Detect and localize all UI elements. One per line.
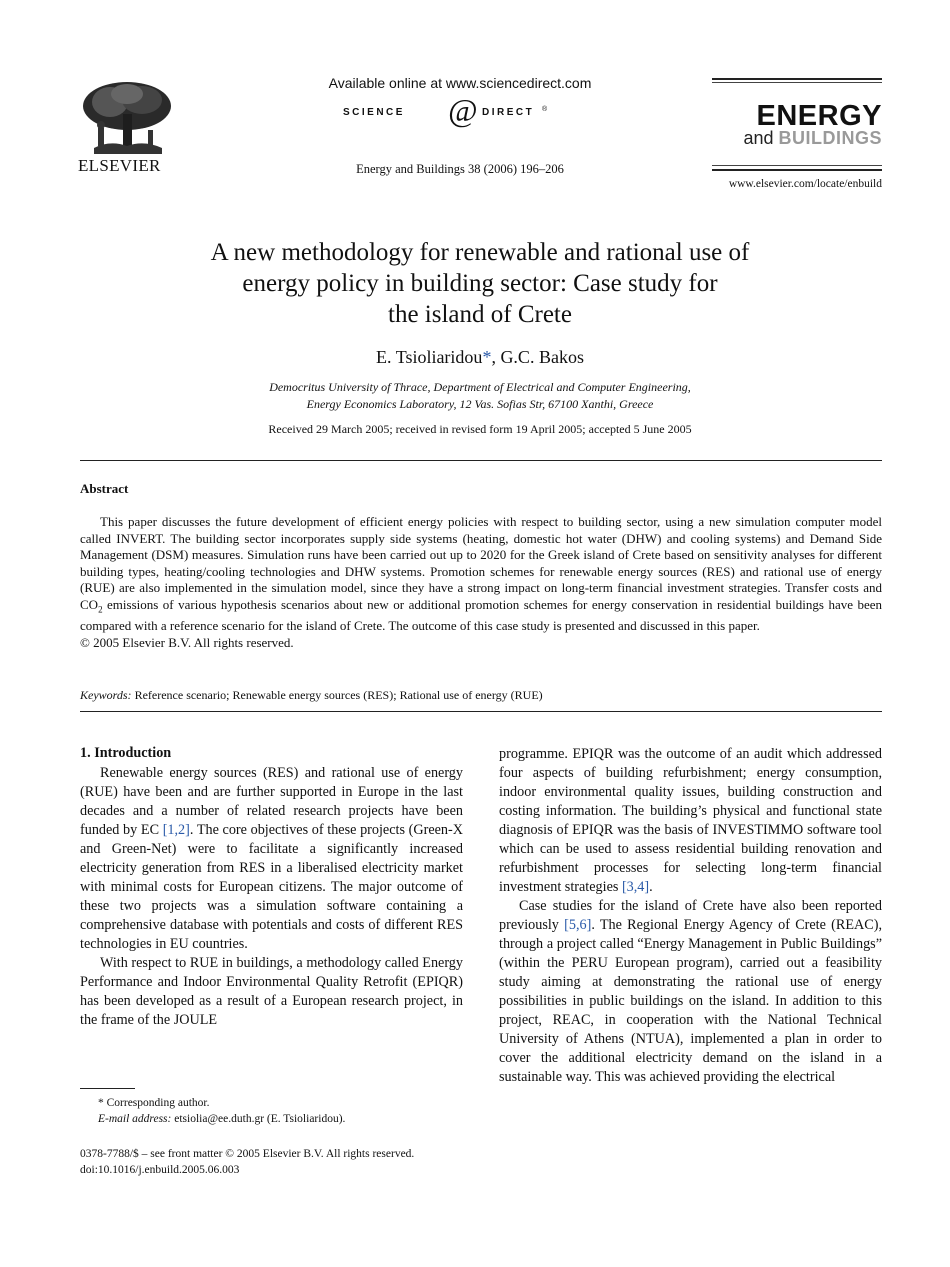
sd-registered-icon: ® xyxy=(542,106,548,113)
abstract-heading: Abstract xyxy=(80,481,129,496)
journal-title-buildings xyxy=(712,129,882,147)
paragraph-text: . The core objectives of these projects (Green-X and Green-Net) were to facilitate a significantly increased electricity generation from RES in a liberalised electricity market with minimal costs for European citizens. The major outcome of these two projects was a simulation software containing a comprehensive database with potentials and costs of different RES technologies in EU countries. xyxy=(80,822,463,952)
abstract-subscript: 2 xyxy=(98,604,103,615)
email-label: E-mail address: xyxy=(98,1113,172,1125)
title-line: energy policy in building sector: Case study for xyxy=(242,270,718,297)
issn-line: 0378-7788/$ – see front matter © 2005 Elsevier B.V. All rights reserved. xyxy=(80,1148,415,1160)
author-name: , G.C. Bakos xyxy=(491,347,584,367)
copyright-line: © 2005 Elsevier B.V. All rights reserved. xyxy=(80,634,294,650)
abstract-paragraph xyxy=(80,514,882,635)
received-dates: Received 29 March 2005; received in revised form 19 April 2005; accepted 5 June 2005 xyxy=(268,422,692,436)
sciencedirect-logo xyxy=(330,92,580,130)
article-title xyxy=(100,237,860,330)
journal-url[interactable]: www.elsevier.com/locate/enbuild xyxy=(728,178,882,190)
paragraph xyxy=(499,897,882,1087)
title-line: A new methodology for renewable and rational use of xyxy=(210,239,750,266)
paragraph-text: programme. EPIQR was the outcome of an audit which addressed four aspects of building refurbishment; energy consumption, indoor environmental quality issues, building construction and costing information. The building’s physical and functional state diagnosis of EPIQR was the basis of INVESTIMMO software tool which can be used to assess residential building renovation and refurbishment processes for selecting long-term financial investment strategies xyxy=(499,746,882,895)
paragraph: With respect to RUE in buildings, a methodology called Energy Performance and Indoor Environmental Quality Retrofit (EPIQR) has been developed as a result of a European research project, in the frame of the JOULE xyxy=(80,955,463,1028)
sd-at-icon: @ xyxy=(448,92,478,128)
available-online-text: Available online at www.sciencedirect.com xyxy=(328,75,592,91)
footnote-rule xyxy=(80,1088,135,1089)
citation-link[interactable]: [3,4] xyxy=(621,879,650,895)
journal-rule-bottom xyxy=(712,165,882,166)
front-matter xyxy=(80,1146,480,1178)
author-name: E. Tsioliaridou xyxy=(376,347,483,367)
footnote xyxy=(80,1095,463,1127)
divider-top xyxy=(80,460,882,461)
citation-link[interactable]: [1,2] xyxy=(162,822,190,838)
footnote-email xyxy=(80,1111,463,1127)
keywords-label: Keywords: xyxy=(80,688,132,702)
abstract-body xyxy=(80,514,882,651)
journal-citation: Energy and Buildings 38 (2006) 196–206 xyxy=(356,162,564,176)
journal-rule-top xyxy=(712,78,882,80)
doi-line[interactable]: doi:10.1016/j.enbuild.2005.06.003 xyxy=(80,1164,240,1176)
journal-rule-top-2 xyxy=(712,82,882,83)
journal-title-and: and xyxy=(743,128,774,148)
corresponding-author-link[interactable]: * xyxy=(482,347,492,367)
authors xyxy=(200,347,760,368)
journal-title-buildings-word: BUILDINGS xyxy=(778,128,882,148)
sd-left-text: SCIENCE xyxy=(343,107,405,118)
sd-right-text: DIRECT xyxy=(482,107,535,118)
paragraph-text: . The Regional Energy Agency of Crete (REAC), through a project called “Energy Management in Public Buildings” (within the PERU European program), carried out a feasibility study aiming at demonstrating the rational use of energy possibilities in public buildings on the island. In addition to this project, REAC, in cooperation with the National Technical University of Athens (NTUA), implemented a plan in order to cover the additional electricity demand on the island in a sustainable way. This was achieved providing the electrical xyxy=(499,917,882,1085)
paragraph xyxy=(499,745,882,897)
publisher-name: ELSEVIER xyxy=(78,156,161,175)
paragraph-text: Case studies for the island of Crete have also been reported previously xyxy=(499,898,882,933)
paragraph-text: . xyxy=(649,879,653,895)
keywords xyxy=(80,688,882,703)
divider-bottom xyxy=(80,711,882,712)
column-right xyxy=(499,745,882,1087)
email-address[interactable]: etsiolia@ee.duth.gr (E. Tsioliaridou). xyxy=(174,1113,346,1125)
paragraph-text: Renewable energy sources (RES) and rational use of energy (RUE) have been and are further supported in Europe in the last decades and a number of related research projects have been funded by EC xyxy=(80,765,463,838)
affiliation-line: Energy Economics Laboratory, 12 Vas. Sofias Str, 67100 Xanthi, Greece xyxy=(306,397,654,411)
footnote-mark: * xyxy=(98,1097,104,1109)
affiliation xyxy=(150,379,810,413)
footnote-text: Corresponding author. xyxy=(106,1097,210,1109)
citation-link[interactable]: [5,6] xyxy=(564,917,592,933)
journal-rule-bottom-2 xyxy=(712,169,882,171)
column-left xyxy=(80,764,463,1030)
keywords-list: Reference scenario; Renewable energy sources (RES); Rational use of energy (RUE) xyxy=(134,688,543,702)
footnote-corresponding xyxy=(80,1095,463,1111)
affiliation-line: Democritus University of Thrace, Department of Electrical and Computer Engineering, xyxy=(269,380,691,394)
abstract-text: This paper discusses the future development of efficient energy policies with respect to building sector, using a new simulation computer model called INVERT. The building sector incorporates supply side systems (heating, domestic hot water (DHW) and cooling systems) and Demand Side Management (DSM) measures. Simulation runs have been carried out up to 2020 for the Greek island of Crete based on sensitivity analyses for different building types, heating/cooling technologies and DHW systems. Promotion schemes for renewable energy sources (RES) and rational use of energy (RUE) are also implemented in the simulation model, since they have a strong impact on long-term financial investment strategies. Transfer costs and CO xyxy=(80,514,882,612)
paragraph xyxy=(80,764,463,954)
title-line: the island of Crete xyxy=(388,301,572,328)
section-heading: 1. Introduction xyxy=(80,745,172,761)
abstract-text: emissions of various hypothesis scenarios about new or additional promotion schemes for energy conservation in residential buildings have been compared with a reference scenario for the island of Crete. The outcome of this case study is presented and discussed in this paper. xyxy=(80,596,882,634)
journal-title-energy: ENERGY xyxy=(756,100,882,132)
